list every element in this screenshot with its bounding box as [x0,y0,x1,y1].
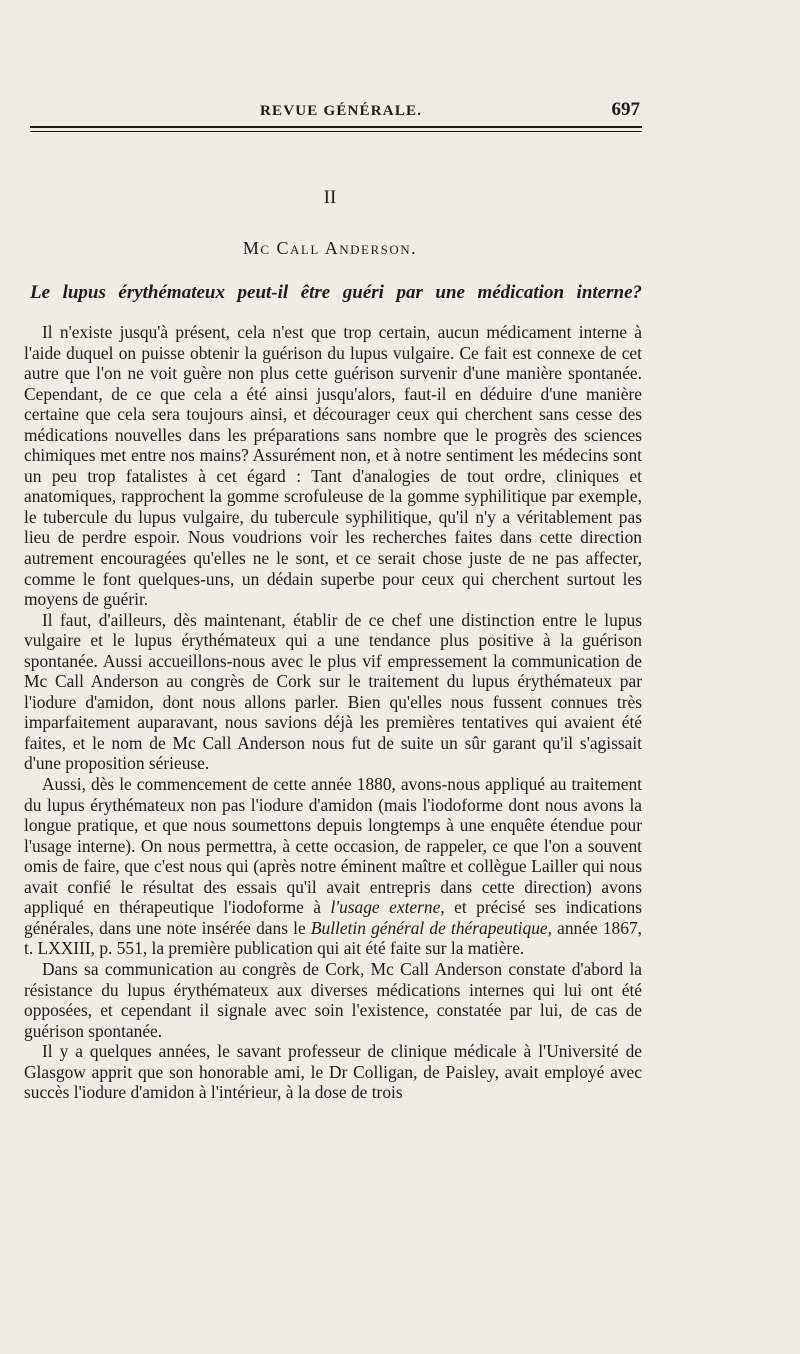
paragraph-1: Il n'existe jusqu'à présent, cela n'est que trop certain, aucun médicament interne à l'aide duquel on puisse obtenir la guérison du lupus vulgaire. Ce fait est connexe de cet autre que l'on ne voit guère non plus cette guérison survenir d'une manière spontanée. Cependant, de ce que cela a été ainsi jusqu'alors, faut-il en déduire d'une manière certaine que cela sera toujours ainsi, et décourager ceux qui cherchent sans cesse des médications nouvelles dans les préparations sans nombre que le progrès des sciences chimiques met entre nos mains? Assurément non, et à notre sentiment les médecins sont un peu trop fatalistes à cet égard : Tant d'analogies de tout ordre, cliniques et anatomiques, rapprochent la gomme scrofuleuse de la gomme syphilitique par exemple, le tubercule du lupus vulgaire, du tubercule syphilitique, qu'il n'y a véritablement pas lieu de perdre espoir. Nous voudrions voir les recherches faites dans cette direction autrement encouragées qu'elles ne le sont, et ce serait chose juste de ne pas affecter, comme le font quelques-uns, un dédain superbe pour ceux qui cherchent surtout les moyens de guérir. [24,322,642,610]
running-title: REVUE GÉNÉRALE. [260,103,423,119]
paragraph-5: Il y a quelques années, le savant professeur de clinique médicale à l'Université de Glasgow apprit que son honorable ami, le Dr Colligan, de Paisley, avait employé avec succès l'iodure d'amidon à l'intérieur, à la dose de trois [24,1041,642,1103]
paragraph-3-italic-usage: l'usage externe, [330,897,445,918]
section-author-heading: Mc Call Anderson. [242,238,418,258]
section-number: II [323,187,337,208]
paragraph-3-part-c: année 1867, t. LXXIII, p. 551, la première publication qui ait été faite sur la matière. [24,917,642,959]
body-text [24,322,642,1103]
header-rule-thick [30,126,642,128]
paragraph-3-part-b: et précisé ses indications générales, dans une note insérée dans le [24,897,642,938]
paragraph-3-italic-bulletin: Bulletin général de thérapeutique, [310,917,552,938]
running-head [30,99,640,125]
page-number: 697 [611,99,640,120]
section-question: Le lupus érythémateux peut-il être guéri par une médication interne? [30,282,642,303]
header-rule-thin [30,131,642,132]
paragraph-4: Dans sa communication au congrès de Cork, Mc Call Anderson constate d'abord la résistance du lupus érythémateux aux diverses médications internes qui lui ont été opposées, et cependant il signale avec soin l'existence, constatée par lui, de cas de guérison spontanée. [24,958,642,1041]
paragraph-2: Il faut, d'ailleurs, dès maintenant, établir de ce chef une distinction entre le lupus vulgaire et le lupus érythémateux qui a une tendance plus positive à la guérison spontanée. Aussi accueillons-nous avec le plus vif empressement la communication de Mc Call Anderson au congrès de Cork sur le traitement du lupus érythémateux par l'iodure d'amidon, dont nous allons parler. Bien qu'elles nous fussent connues très imparfaitement auparavant, nous savions déjà les premières tentatives qui avaient été faites, et le nom de Mc Call Anderson nous fut de suite un sûr garant qu'il s'agissait d'une proposition sérieuse. [24,609,642,774]
paragraph-3-part-a: Aussi, dès le commencement de cette année 1880, avons-nous appliqué au traitement du lupus érythémateux non pas l'iodure d'amidon (mais l'iodoforme dont nous avons la longue pratique, et que nous soumettons depuis longtemps à une enquête étendue pour l'usage interne). On nous permettra, à cette occasion, de rappeler, ce que l'on a souvent omis de faire, que c'est nous qui (après notre éminent maître et collègue Lailler qui nous avait confié le résultat des essais qu'il avait entrepris dans cette direction) avons appliqué en thérapeutique l'iodoforme à [24,774,642,918]
paragraph-3 [24,774,642,959]
